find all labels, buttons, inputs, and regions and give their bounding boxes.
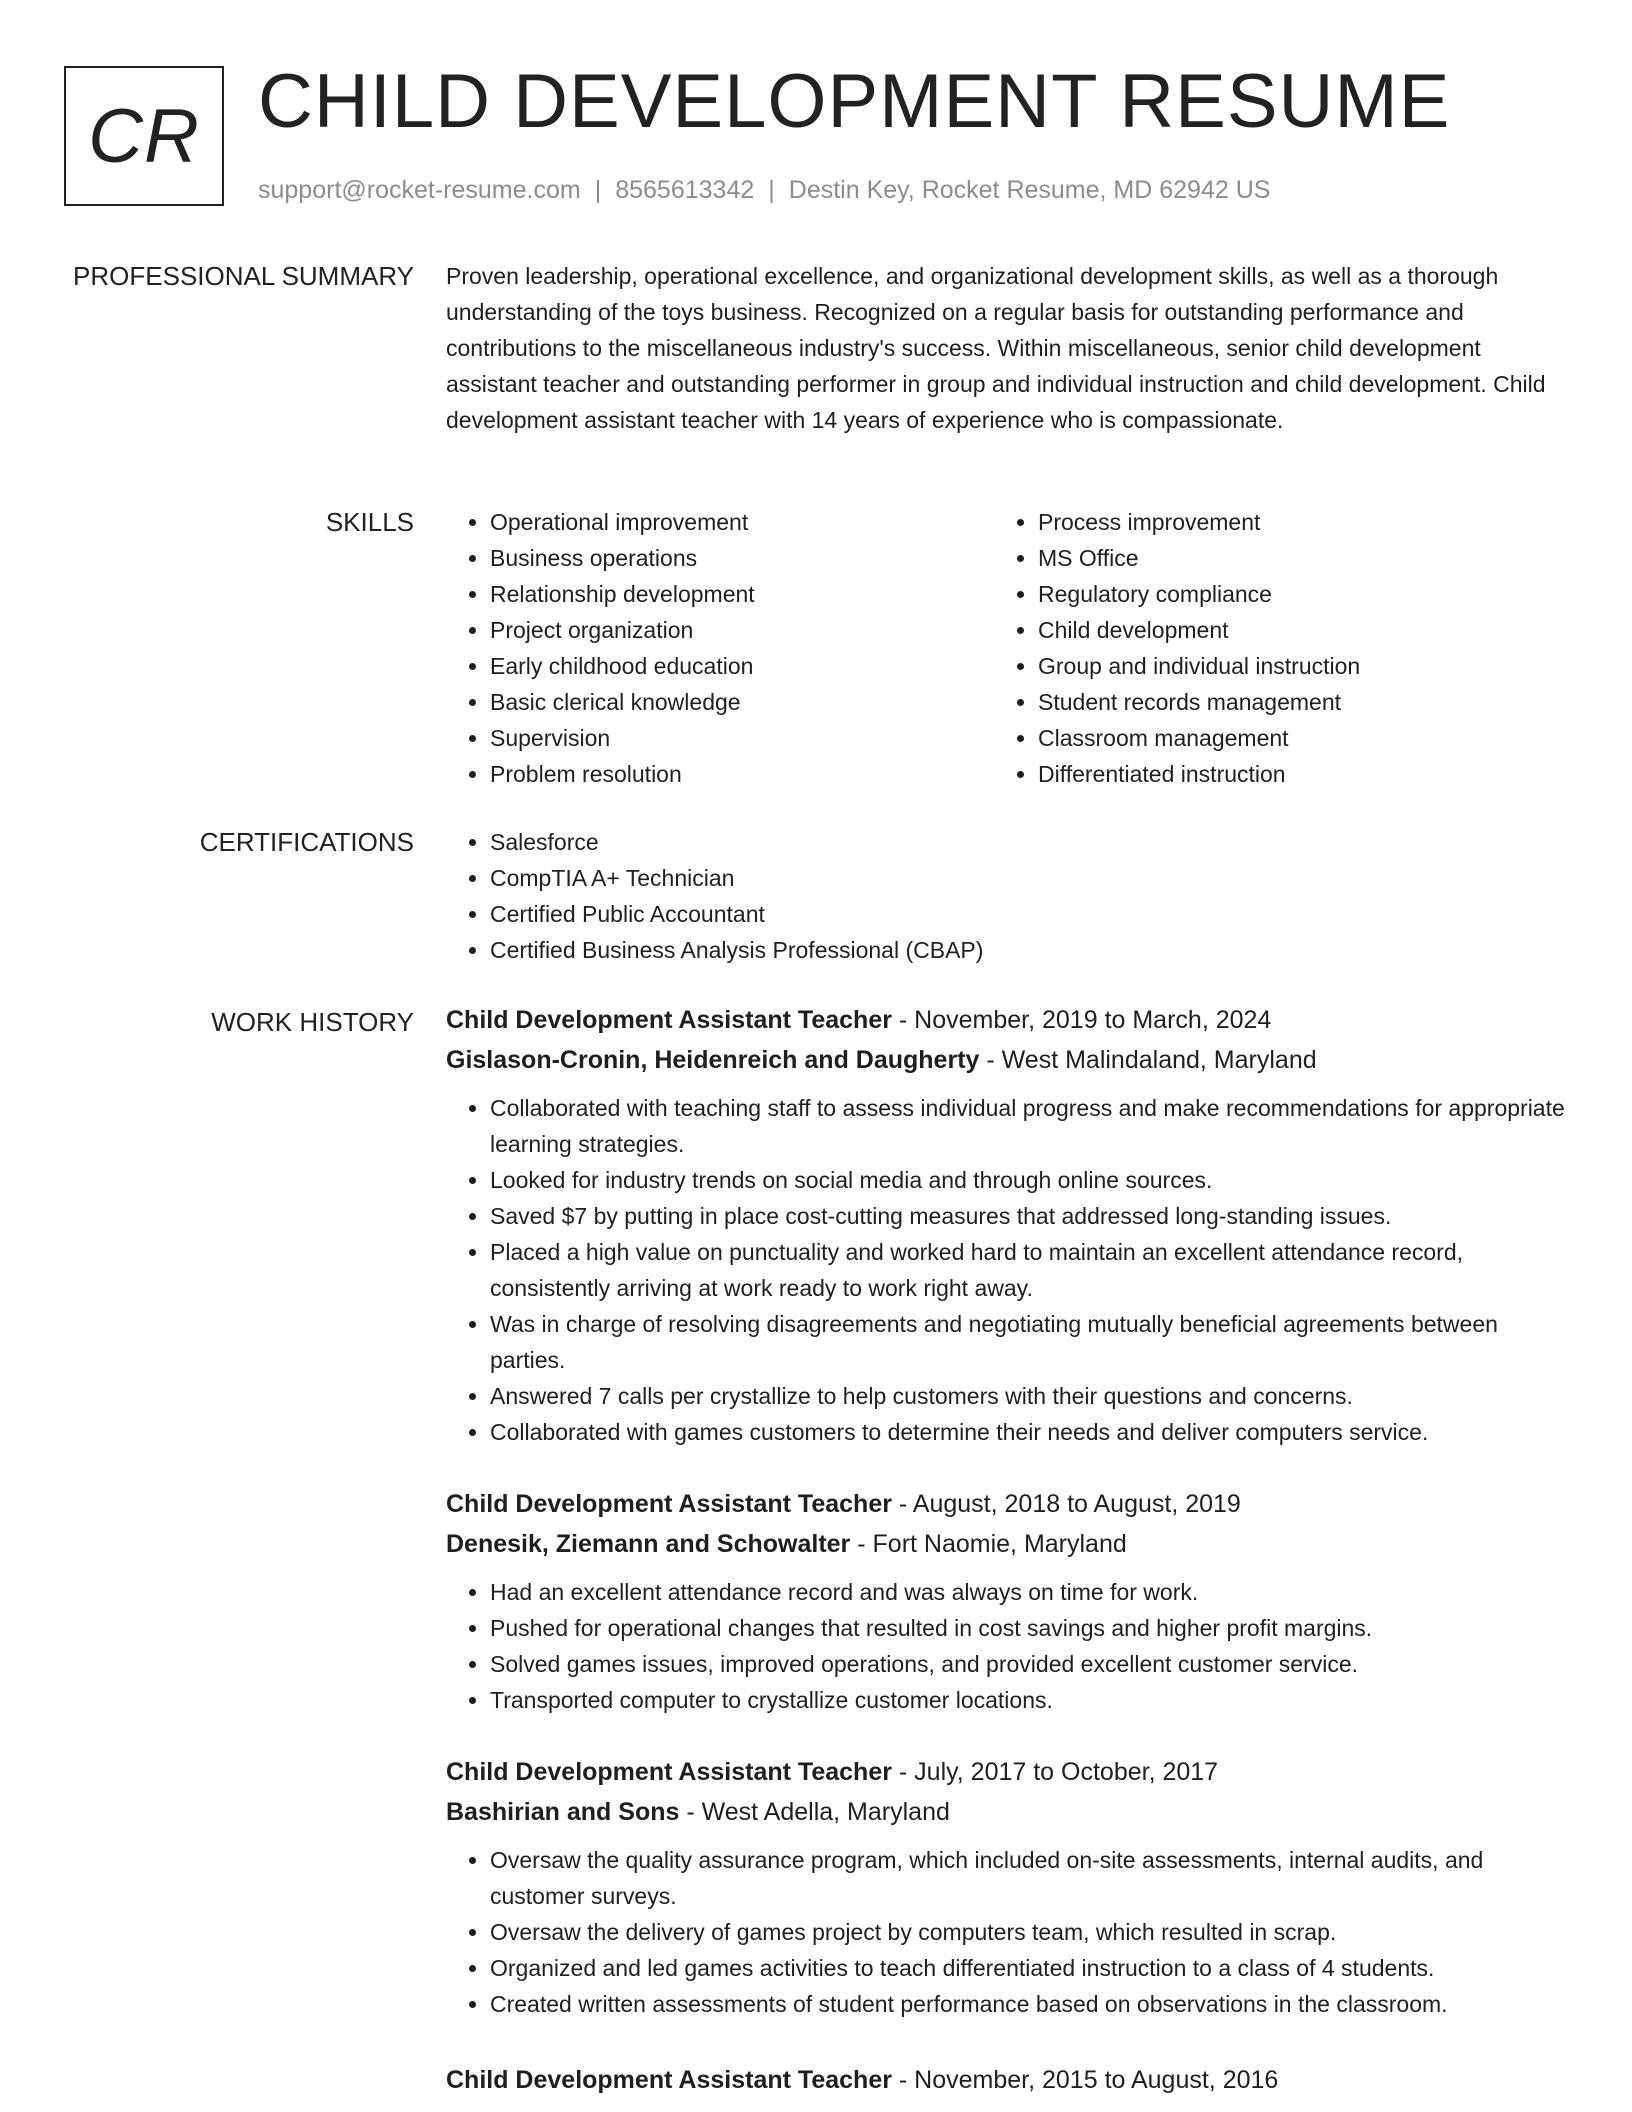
skill-item: • Classroom management — [1038, 720, 1534, 756]
job-company: Gislason-Cronin, Heidenreich and Daugherty — [446, 1046, 980, 1074]
summary-heading: PROFESSIONAL SUMMARY — [73, 261, 414, 291]
job-bullet: • Looked for industry trends on social media and through online sources. — [490, 1162, 1566, 1198]
job-entry — [446, 2060, 1566, 2100]
summary-text: Proven leadership, operational excellence, and organizational development skills, as well as a thorough understanding of the toys business. Recognized on a regular basis for outstanding performance and contributions to the miscellaneous industry's success. Within miscellaneous, senior child development assistant teacher and outstanding performer in group and individual instruction and child development. Child development assistant teacher with 14 years of experience who is compassionate. — [446, 263, 1546, 433]
job-bullet: • Oversaw the quality assurance program, which included on-site assessments, internal audits, and customer surveys. — [490, 1842, 1566, 1914]
job-location: - Fort Naomie, Maryland — [850, 1530, 1127, 1558]
job-location: - West Adella, Maryland — [679, 1798, 950, 1826]
job-bullet: • Created written assessments of student performance based on observations in the classroom. — [490, 1986, 1566, 2022]
skills-column-right — [994, 504, 1534, 792]
skill-item: • Operational improvement — [490, 504, 986, 540]
job-bullet: • Collaborated with teaching staff to assess individual progress and make recommendations for appropriate learning strategies. — [490, 1090, 1566, 1162]
skill-item: • Process improvement — [1038, 504, 1534, 540]
job-bullet: • Saved $7 by putting in place cost-cutting measures that addressed long-standing issues. — [490, 1198, 1566, 1234]
skill-item: • Basic clerical knowledge — [490, 684, 986, 720]
job-company-line — [446, 1524, 1566, 1564]
skill-item: • Child development — [1038, 612, 1534, 648]
job-dates: - November, 2015 to August, 2016 — [891, 2066, 1279, 2094]
contact-email: support@rocket-resume.com — [258, 176, 581, 204]
job-bullets — [446, 1090, 1566, 1450]
job-entry — [446, 1000, 1566, 1450]
monogram-logo: CR — [64, 66, 224, 206]
job-dates: - August, 2018 to August, 2019 — [891, 1490, 1241, 1518]
job-entry — [446, 1484, 1566, 1718]
job-bullet: • Collaborated with games customers to determine their needs and deliver computers service. — [490, 1414, 1566, 1450]
job-company-line — [446, 1792, 1566, 1832]
certification-item: • CompTIA A+ Technician — [490, 860, 1566, 896]
work-history-heading: WORK HISTORY — [211, 1007, 414, 1037]
job-bullet: • Transported computer to crystallize customer locations. — [490, 1682, 1566, 1718]
certifications-heading: CERTIFICATIONS — [199, 827, 414, 857]
skills-list-right — [994, 504, 1534, 792]
skill-item: • Student records management — [1038, 684, 1534, 720]
skill-item: • Regulatory compliance — [1038, 576, 1534, 612]
job-bullet: • Organized and led games activities to teach differentiated instruction to a class of 4 students. — [490, 1950, 1566, 1986]
job-bullet: • Oversaw the delivery of games project by computers team, which resulted in scrap. — [490, 1914, 1566, 1950]
job-dates: - July, 2017 to October, 2017 — [891, 1758, 1219, 1786]
job-title-line — [446, 1484, 1566, 1524]
skill-item: • Relationship development — [490, 576, 986, 612]
job-title: Child Development Assistant Teacher — [446, 1758, 892, 1786]
job-bullet: • Answered 7 calls per crystallize to help customers with their questions and concerns. — [490, 1378, 1566, 1414]
skill-item: • Supervision — [490, 720, 986, 756]
job-bullet: • Was in charge of resolving disagreements and negotiating mutually beneficial agreements between parties. — [490, 1306, 1566, 1378]
job-dates: - November, 2019 to March, 2024 — [891, 1006, 1272, 1034]
job-bullet: • Pushed for operational changes that resulted in cost savings and higher profit margins. — [490, 1610, 1566, 1646]
job-title-line — [446, 2060, 1566, 2100]
resume-title: CHILD DEVELOPMENT RESUME — [258, 59, 1451, 144]
skill-item: • Problem resolution — [490, 756, 986, 792]
job-company: Bashirian and Sons — [446, 1798, 680, 1826]
skill-item: • Project organization — [490, 612, 986, 648]
job-title: Child Development Assistant Teacher — [446, 1490, 892, 1518]
certifications-list — [446, 824, 1566, 968]
skill-item: • Group and individual instruction — [1038, 648, 1534, 684]
job-bullets — [446, 1574, 1566, 1718]
job-location: - West Malindaland, Maryland — [979, 1046, 1317, 1074]
job-title-line — [446, 1752, 1566, 1792]
skills-column-left — [446, 504, 986, 792]
skill-item: • Early childhood education — [490, 648, 986, 684]
contact-address: Destin Key, Rocket Resume, MD 62942 US — [788, 176, 1271, 204]
skills-list-left — [446, 504, 986, 792]
contact-separator: | — [594, 176, 602, 204]
job-company: Denesik, Ziemann and Schowalter — [446, 1530, 851, 1558]
skill-item: • MS Office — [1038, 540, 1534, 576]
skill-item: • Differentiated instruction — [1038, 756, 1534, 792]
skill-item: • Business operations — [490, 540, 986, 576]
contact-separator: | — [768, 176, 775, 204]
job-title-line — [446, 1000, 1566, 1040]
certification-item: • Certified Public Accountant — [490, 896, 1566, 932]
skills-heading: SKILLS — [325, 507, 414, 537]
job-bullets — [446, 1842, 1566, 2022]
contact-phone: 8565613342 — [615, 176, 755, 204]
certifications-body — [446, 824, 1566, 968]
job-bullet: • Placed a high value on punctuality and worked hard to maintain an excellent attendance record, consistently arriving at work ready to work right away. — [490, 1234, 1566, 1306]
job-title: Child Development Assistant Teacher — [446, 2066, 892, 2094]
job-title: Child Development Assistant Teacher — [446, 1006, 892, 1034]
certification-item: • Salesforce — [490, 824, 1566, 860]
job-bullet: • Had an excellent attendance record and was always on time for work. — [490, 1574, 1566, 1610]
job-bullet: • Solved games issues, improved operations, and provided excellent customer service. — [490, 1646, 1566, 1682]
certification-item: • Certified Business Analysis Professional (CBAP) — [490, 932, 1566, 968]
job-company-line — [446, 1040, 1566, 1080]
job-entry — [446, 1752, 1566, 2022]
contact-line — [258, 176, 1270, 205]
